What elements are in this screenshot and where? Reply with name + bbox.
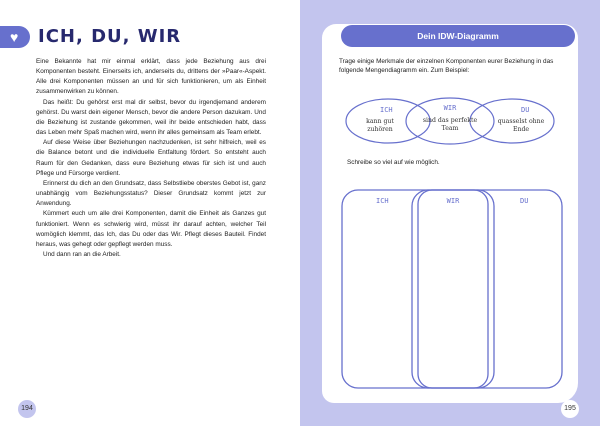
example-wir-text-2: Team <box>441 125 459 132</box>
wir-area[interactable] <box>418 190 488 388</box>
page-heading: ICH, DU, WIR <box>38 26 182 47</box>
example-ich-text-2: zuhören <box>367 126 393 133</box>
example-ich-text-1: kann gut <box>366 118 394 125</box>
paragraph: Und dann ran an die Arbeit. <box>43 250 121 258</box>
body-text <box>36 57 266 260</box>
banner-title: Dein IDW-Diagramm <box>417 31 499 41</box>
page-number-left: 194 <box>18 400 36 418</box>
example-wir-label: WIR <box>443 104 457 112</box>
example-venn-diagram <box>340 95 560 147</box>
diagram-ich-label: ICH <box>376 197 389 205</box>
paragraph: Eine Bekannte hat mir einmal erklärt, dass jede Beziehung aus drei Komponenten besteht. Einerseits ich, anderseits du, drittens der »Paar«-Aspekt. Alle drei Komponenten müssen an und für sich funktionieren, um als Einheit zusammenwirken zu können. <box>36 58 266 96</box>
intro-text: Trage einige Merkmale der einzelnen Komponenten eurer Beziehung in das folgende Mengendiagramm ein. Zum Beispiel: <box>339 58 554 74</box>
example-du-text-2: Ende <box>512 126 530 133</box>
example-du-text-1: quasselst ohne <box>497 118 545 125</box>
idw-diagram <box>338 186 568 394</box>
example-du-label: DU <box>521 106 530 114</box>
diagram-du-label: DU <box>520 197 529 205</box>
example-wir-text-1: sind das perfekte <box>422 117 478 124</box>
du-area[interactable] <box>412 190 562 388</box>
example-ich-label: ICH <box>380 106 393 114</box>
instruction-text: Schreibe so viel auf wie möglich. <box>347 159 440 166</box>
heart-icon: ♥ <box>10 29 19 45</box>
page-number-right: 195 <box>561 400 579 418</box>
paragraph: Erinnerst du dich an den Grundsatz, dass Selbstliebe oberstes Gebot ist, ganz unabhängig vom Beziehungsstatus? Dieser Grundsatz kommt jetzt zur Anwendung. <box>36 179 266 208</box>
paragraph: Das heißt: Du gehörst erst mal dir selbst, bevor du irgendjemand anderem gehörst. Du warst dein eigener Mensch, bevor die andere Person dazukam. Und die Beziehung ist zustande gekommen, weil ihr beide entschieden habt, dass das Leben mehr Spaß machen wird, wenn ihr alles gemeinsam als Team erlebt. <box>36 98 266 137</box>
title-banner <box>341 25 575 47</box>
heart-tab <box>0 26 30 48</box>
paragraph: Auf diese Weise über Beziehungen nachzudenken, ist sehr hilfreich, weil es die Balance betont und die individuelle Entfaltung fördert. So entsteht auch Raum für den Gedanken, dass eure Beziehung etwas für sich ist und auch Pflege und Fürsorge verdient. <box>36 139 266 177</box>
diagram-wir-label: WIR <box>446 197 460 205</box>
paragraph: Kümmert euch um alle drei Komponenten, damit die Einheit als Ganzes gut funktioniert. Wenn es schwierig wird, müsst ihr darauf achten, welcher Teil womöglich klemmt, das Ich, das Du oder das Wir. Pflegt dieses Bauteil. Findet heraus, was gehegt oder gepflegt werden muss. <box>36 210 266 248</box>
